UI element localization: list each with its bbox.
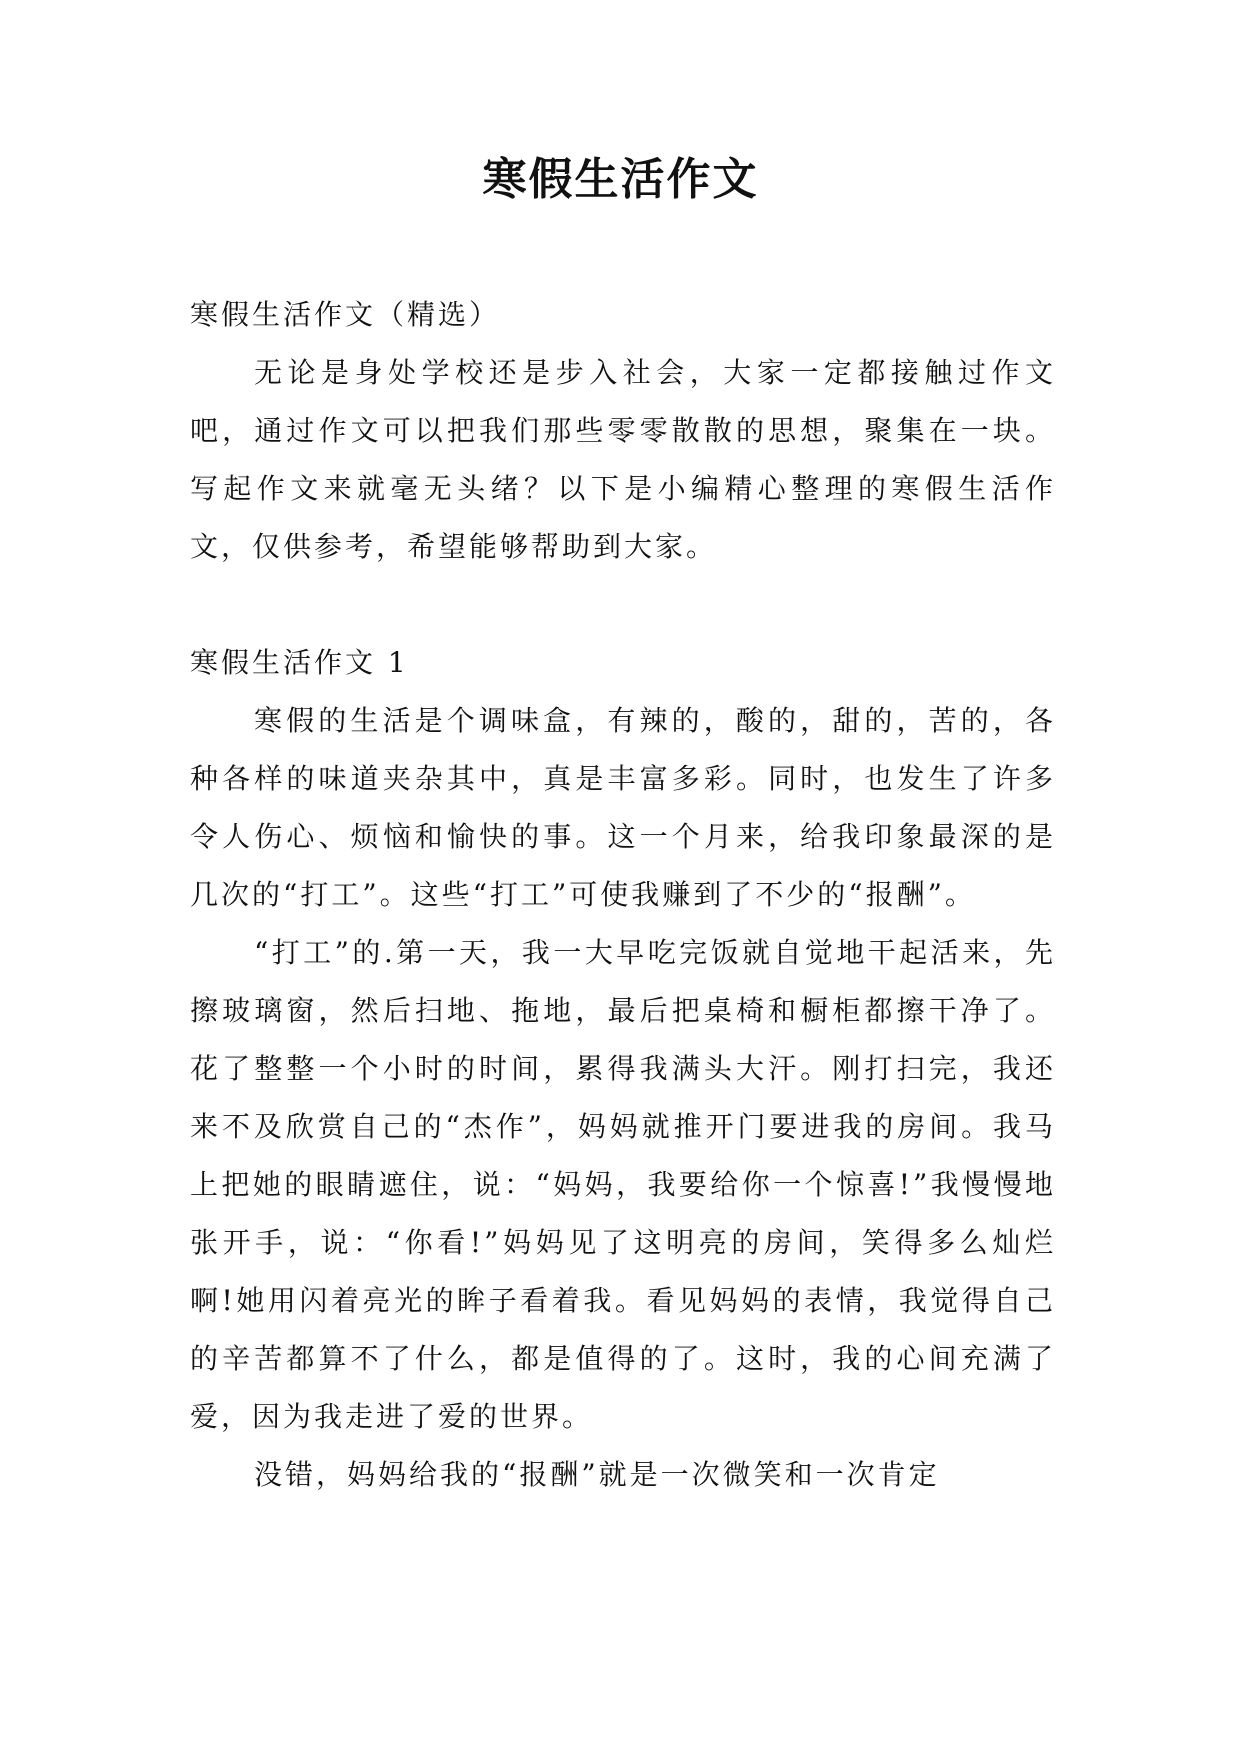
intro-paragraph: 无论是身处学校还是步入社会，大家一定都接触过作文吧，通过作文可以把我们那些零零散散的思想，聚集在一块。写起作文来就毫无头绪？以下是小编精心整理的寒假生活作文，仅供参考，希望能够帮助到大家。 [190,356,1056,563]
paragraph-spacer [190,576,1056,634]
essay-1-paragraph-2: “打工”的.第一天，我一大早吃完饭就自觉地干起活来，先擦玻璃窗，然后扫地、拖地，最后把桌椅和橱柜都擦干净了。花了整整一个小时的时间，累得我满头大汗。刚打扫完，我还来不及欣赏自己的“杰作”，妈妈就推开门要进我的房间。我马上把她的眼睛遮住，说：“妈妈，我要给你一个惊喜!”我慢慢地张开手，说：“你看!”妈妈见了这明亮的房间，笑得多么灿烂啊!她用闪着亮光的眸子看着我。看见妈妈的表情，我觉得自己的辛苦都算不了什么，都是值得的了。这时，我的心间充满了爱，因为我走进了爱的世界。 [190,936,1056,1433]
intro-heading: 寒假生活作文（精选） [190,298,501,331]
essay-1-paragraph-1: 寒假的生活是个调味盒，有辣的，酸的，甜的，苦的，各种各样的味道夹杂其中，真是丰富多彩。同时，也发生了许多令人伤心、烦恼和愉快的事。这一个月来，给我印象最深的是几次的“打工”。这些“打工”可使我赚到了不少的“报酬”。 [190,704,1056,911]
document-title: 寒假生活作文 [482,154,759,205]
essay-1-paragraph-3: 没错，妈妈给我的“报酬”就是一次微笑和一次肯定 [254,1458,940,1491]
essay-1-heading: 寒假生活作文 1 [190,646,409,679]
document-body [190,286,1056,1504]
